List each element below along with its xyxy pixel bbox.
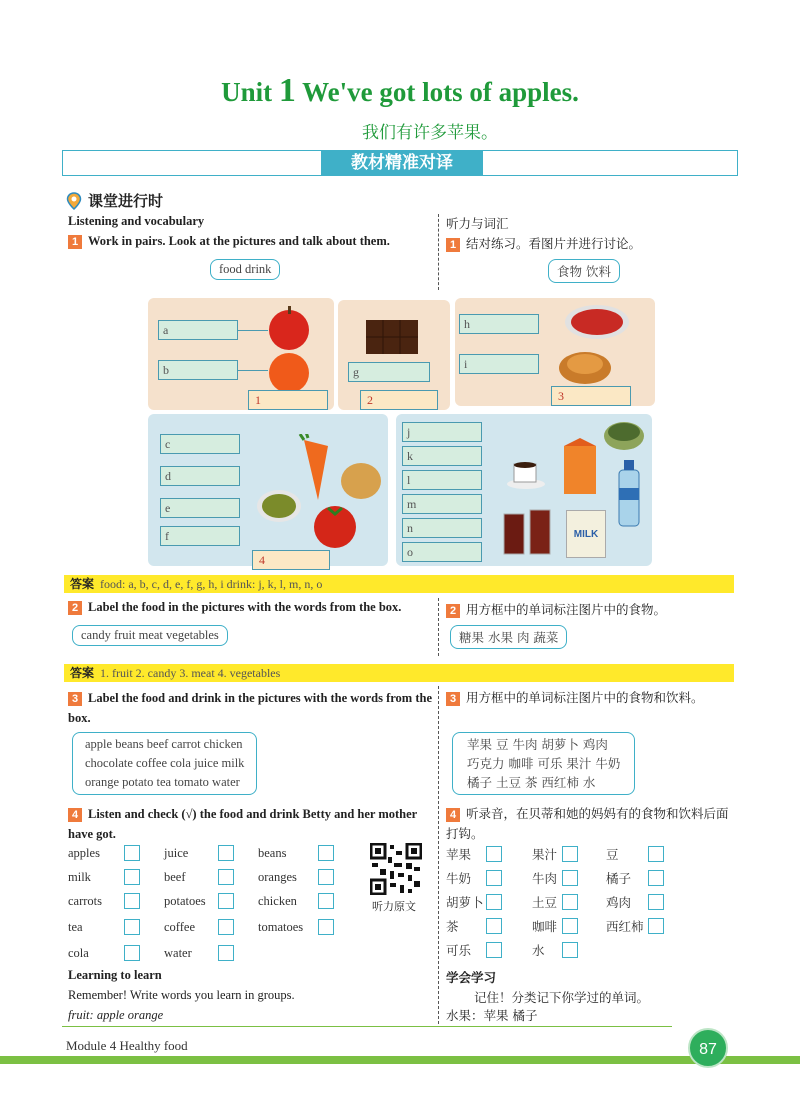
- label-f: f: [160, 526, 240, 546]
- label-h: h: [459, 314, 539, 334]
- checklist-item: [68, 845, 140, 861]
- learning-heading-en: Learning to learn: [68, 968, 162, 982]
- answer-label: 答案: [70, 577, 95, 591]
- number-label-2: 2: [360, 390, 438, 410]
- checkbox[interactable]: [218, 845, 234, 861]
- ex1-word-box-cn: 食物 饮料: [548, 259, 620, 283]
- picture-panel-fruit: [148, 298, 334, 410]
- item-label: juice: [164, 845, 189, 860]
- juice-carton-image: [560, 438, 600, 496]
- ex2-number: 2: [68, 601, 82, 615]
- checklist-item: [68, 893, 140, 909]
- ex1-instruction-en: [68, 234, 390, 249]
- checkbox[interactable]: [124, 869, 140, 885]
- ex3-number: 3: [68, 692, 82, 706]
- ex3-instruction-en: [68, 688, 434, 728]
- checklist-item-cn: [446, 893, 502, 911]
- item-label-cn: 橘子: [606, 871, 632, 886]
- label-m: m: [402, 494, 482, 514]
- ex4-number-cn: 4: [446, 808, 460, 822]
- picture-panel-meat: [455, 298, 655, 406]
- checklist-item-cn: [532, 845, 578, 863]
- learning-text-en: Remember! Write words you learn in groups.: [68, 988, 295, 1002]
- ex4-text: Listen and check (√) the food and drink Betty and her mother have got.: [68, 807, 417, 841]
- unit-subtitle: 我们有许多苹果。: [362, 123, 498, 143]
- label-g: g: [348, 362, 430, 382]
- ex3-word-row-cn: 橘子 土豆 茶 西红柿 水: [467, 775, 596, 790]
- ex3-word-row-cn: 巧克力 咖啡 可乐 果汁 牛奶: [467, 756, 621, 771]
- checkbox[interactable]: [648, 894, 664, 910]
- coffee-cup-image: [506, 458, 546, 490]
- checkbox[interactable]: [648, 846, 664, 862]
- checkbox[interactable]: [318, 893, 334, 909]
- checkbox[interactable]: [318, 869, 334, 885]
- checklist-item: [68, 945, 140, 961]
- checkbox[interactable]: [124, 919, 140, 935]
- learning-example-cn: 水果：苹果 橘子: [446, 1008, 538, 1023]
- item-label-cn: 苹果: [446, 847, 472, 862]
- ex3-instruction-cn: [446, 688, 704, 706]
- checkbox[interactable]: [318, 919, 334, 935]
- ex3-word-row: apple beans beef carrot chicken: [85, 737, 243, 751]
- title-number: 1: [278, 72, 296, 109]
- ex4-number: 4: [68, 808, 82, 822]
- label-e: e: [160, 498, 240, 518]
- item-label: beef: [164, 869, 186, 884]
- ex2-word-box-en: candy fruit meat vegetables: [72, 625, 228, 646]
- checklist-item-cn: [446, 845, 502, 863]
- checkbox[interactable]: [486, 846, 502, 862]
- label-c: c: [160, 434, 240, 454]
- item-label-cn: 果汁: [532, 847, 558, 862]
- learning-heading-cn: 学会学习: [446, 970, 497, 985]
- label-l: l: [402, 470, 482, 490]
- learning-example-en: fruit: apple orange: [68, 1008, 164, 1022]
- item-label-cn: 鸡肉: [606, 895, 632, 910]
- checklist-item: [164, 893, 234, 909]
- column-divider: [438, 686, 439, 1024]
- section-title: 课堂进行时: [88, 192, 164, 210]
- tomato-image: [310, 500, 360, 550]
- ex2-answer: 1. fruit 2. candy 3. meat 4. vegetables: [100, 666, 281, 680]
- unit-title: [0, 72, 800, 110]
- water-bottle-image: [616, 458, 642, 528]
- ex1-word-box-en: food drink: [210, 259, 280, 280]
- item-label: chicken: [258, 893, 297, 908]
- item-label: potatoes: [164, 893, 206, 908]
- checklist-item: [164, 869, 234, 885]
- checkbox[interactable]: [218, 945, 234, 961]
- item-label: coffee: [164, 919, 195, 934]
- checklist-item: [258, 869, 334, 885]
- checkbox[interactable]: [562, 942, 578, 958]
- beans-image: [256, 488, 302, 524]
- tea-image: [602, 418, 646, 452]
- item-label-cn: 牛奶: [446, 871, 472, 886]
- footer-divider: [62, 1026, 672, 1027]
- label-o: o: [402, 542, 482, 562]
- ex2-instruction-cn: [446, 600, 666, 618]
- checklist-item-cn: [446, 917, 502, 935]
- ex4-instruction-cn: [446, 804, 736, 844]
- checkbox[interactable]: [218, 893, 234, 909]
- answer-label: 答案: [70, 666, 95, 680]
- label-a: a: [158, 320, 238, 340]
- checkbox[interactable]: [562, 870, 578, 886]
- item-label-cn: 可乐: [446, 943, 472, 958]
- item-label-cn: 西红柿: [606, 919, 644, 934]
- item-label: apples: [68, 845, 100, 860]
- checkbox[interactable]: [486, 942, 502, 958]
- checkbox[interactable]: [124, 845, 140, 861]
- page-number: 87: [688, 1028, 728, 1068]
- ex3-number-cn: 3: [446, 692, 460, 706]
- ex2-word-box-cn: 糖果 水果 肉 蔬菜: [450, 625, 567, 649]
- ex2-text: Label the food in the pictures with the words from the box.: [88, 600, 402, 614]
- carrot-image: [298, 434, 334, 504]
- ex1-instruction-cn: [446, 234, 641, 252]
- qr-code-icon[interactable]: [370, 843, 422, 895]
- checklist-item: [258, 845, 334, 861]
- orange-image: [266, 350, 312, 394]
- ex2-number-cn: 2: [446, 604, 460, 618]
- checklist-item: [164, 919, 234, 935]
- item-label-cn: 水: [532, 943, 545, 958]
- checkbox[interactable]: [486, 870, 502, 886]
- label-j: j: [402, 422, 482, 442]
- item-label: tomatoes: [258, 919, 304, 934]
- chocolate-image: [362, 310, 422, 360]
- item-label: water: [164, 945, 192, 960]
- ex1-answer-bar: [64, 575, 734, 593]
- ex3-word-box-cn: [452, 732, 635, 795]
- checklist-item-cn: [532, 893, 578, 911]
- item-label: carrots: [68, 893, 103, 908]
- ex1-text-cn: 结对练习。看图片并进行讨论。: [466, 236, 642, 251]
- checklist-item: [164, 845, 234, 861]
- location-pin-icon: [66, 192, 82, 210]
- label-d: d: [160, 466, 240, 486]
- label-n: n: [402, 518, 482, 538]
- checklist-item-cn: [532, 869, 578, 887]
- item-label-cn: 豆: [606, 847, 619, 862]
- ex2-text-cn: 用方框中的单词标注图片中的食物。: [466, 602, 667, 617]
- potato-image: [338, 458, 384, 504]
- checkbox[interactable]: [562, 918, 578, 934]
- item-label-cn: 咖啡: [532, 919, 558, 934]
- item-label: milk: [68, 869, 91, 884]
- checkbox[interactable]: [562, 894, 578, 910]
- item-label-cn: 胡萝卜: [446, 895, 484, 910]
- checklist-item: [258, 919, 334, 935]
- item-label-cn: 土豆: [532, 895, 558, 910]
- number-label-1: 1: [248, 390, 328, 410]
- footer-bar: [0, 1056, 800, 1064]
- ex1-number-cn: 1: [446, 238, 460, 252]
- item-label-cn: 茶: [446, 919, 459, 934]
- checklist-item-cn: [446, 941, 502, 959]
- checkbox[interactable]: [648, 918, 664, 934]
- number-label-3: 3: [551, 386, 631, 406]
- listening-heading-en: Listening and vocabulary: [68, 214, 205, 228]
- ex2-instruction-en: [68, 600, 401, 615]
- ex4-instruction-en: [68, 804, 434, 844]
- ex1-number: 1: [68, 235, 82, 249]
- picture-panel-vegetables: [148, 414, 388, 566]
- learning-text-cn: 记住！分类记下你学过的单词。: [474, 990, 650, 1005]
- title-prefix: Unit: [221, 77, 273, 107]
- checklist-item-cn: [532, 917, 578, 935]
- column-divider: [438, 214, 439, 290]
- milk-carton-image: MILK: [566, 510, 606, 558]
- label-b: b: [158, 360, 238, 380]
- ex3-text-cn: 用方框中的单词标注图片中的食物和饮料。: [466, 690, 704, 705]
- checkbox[interactable]: [648, 870, 664, 886]
- ex3-word-box-en: [72, 732, 257, 795]
- ex1-text: Work in pairs. Look at the pictures and talk about them.: [88, 234, 390, 248]
- item-label: tea: [68, 919, 83, 934]
- column-divider: [438, 598, 439, 656]
- checkbox[interactable]: [124, 945, 140, 961]
- cola-glasses-image: [500, 506, 556, 558]
- checkbox[interactable]: [562, 846, 578, 862]
- section-heading: [66, 190, 163, 211]
- item-label: beans: [258, 845, 287, 860]
- ex1-answer: food: a, b, c, d, e, f, g, h, i drink: j, k, l, m, n, o: [100, 577, 323, 591]
- checklist-item-cn: [532, 941, 578, 959]
- qr-caption: 听力原文: [372, 900, 416, 913]
- checklist-item: [164, 945, 234, 961]
- checklist-item-cn: [606, 869, 664, 887]
- checklist-item: [68, 919, 140, 935]
- checkbox[interactable]: [124, 893, 140, 909]
- checklist-item-cn: [606, 893, 664, 911]
- ex3-word-row: orange potato tea tomato water: [85, 775, 240, 789]
- title-text: We've got lots of apples.: [302, 77, 579, 107]
- checklist-item-cn: [606, 845, 664, 863]
- module-label: Module 4 Healthy food: [66, 1038, 188, 1053]
- checkbox[interactable]: [486, 918, 502, 934]
- banner-label: 教材精准对译: [321, 150, 483, 176]
- number-label-4: 4: [252, 550, 330, 570]
- listening-heading-cn: 听力与词汇: [446, 216, 509, 231]
- chicken-image: [555, 342, 615, 386]
- label-i: i: [459, 354, 539, 374]
- checklist-item-cn: [606, 917, 664, 935]
- ex2-answer-bar: [64, 664, 734, 682]
- item-label: cola: [68, 945, 89, 960]
- label-k: k: [402, 446, 482, 466]
- item-label-cn: 牛肉: [532, 871, 558, 886]
- checkbox[interactable]: [218, 869, 234, 885]
- checkbox[interactable]: [218, 919, 234, 935]
- item-label: oranges: [258, 869, 297, 884]
- apple-image: [264, 302, 314, 352]
- checklist-item: [258, 893, 334, 909]
- checkbox[interactable]: [486, 894, 502, 910]
- ex3-text: Label the food and drink in the pictures with the words from the box.: [68, 691, 433, 725]
- picture-panel-drinks: [396, 414, 652, 566]
- ex3-word-row: chocolate coffee cola juice milk: [85, 756, 245, 770]
- ex3-word-row-cn: 苹果 豆 牛肉 胡萝卜 鸡肉: [467, 737, 608, 752]
- checkbox[interactable]: [318, 845, 334, 861]
- checklist-item: [68, 869, 140, 885]
- beef-image: [563, 302, 631, 342]
- banner: [62, 150, 738, 176]
- checklist-item-cn: [446, 869, 502, 887]
- picture-panel-candy: [338, 300, 450, 410]
- ex4-text-cn: 听录音，在贝蒂和她的妈妈有的食物和饮料后面打钩。: [446, 806, 729, 841]
